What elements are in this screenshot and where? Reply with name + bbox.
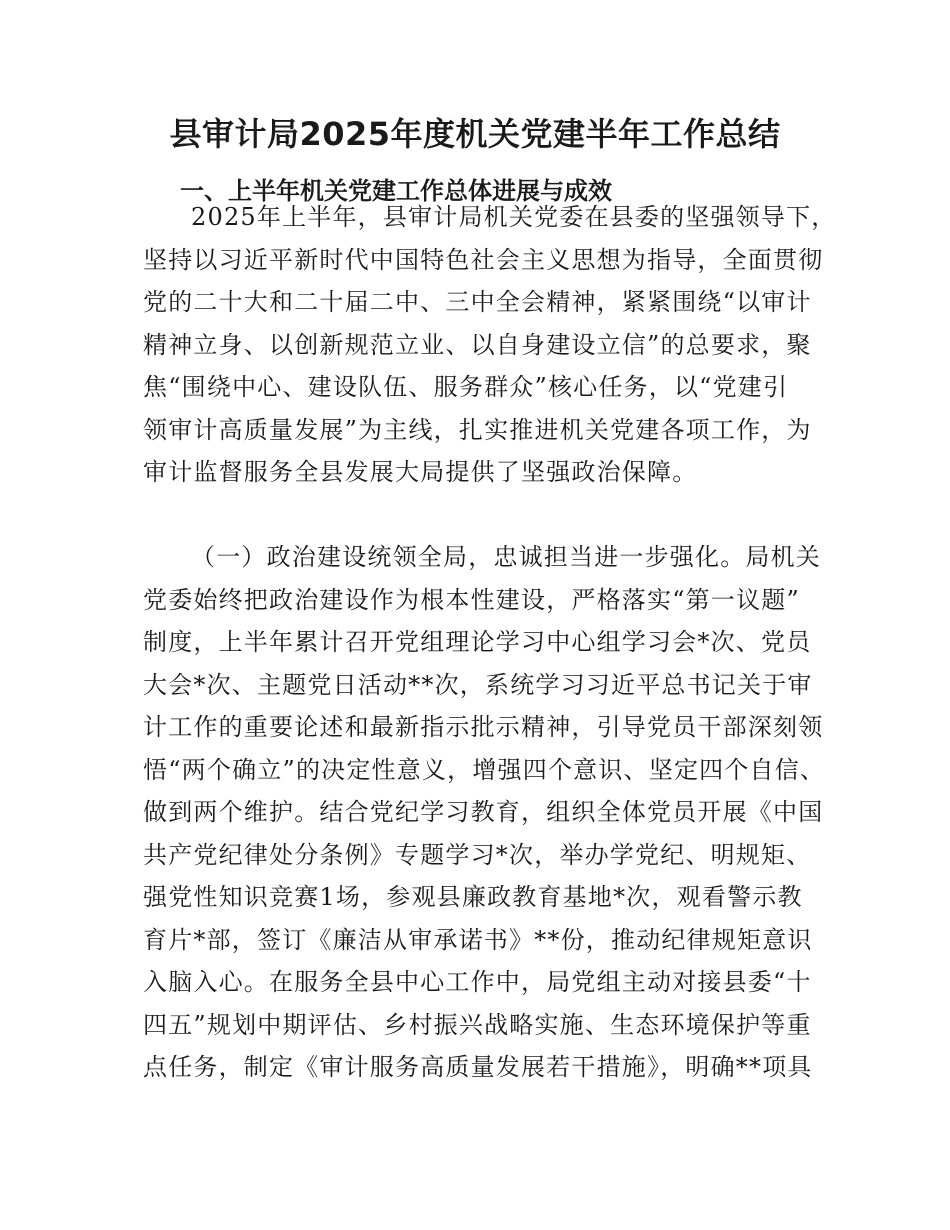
document-title: 县审计局2025年度机关党建半年工作总结 <box>169 115 781 153</box>
paragraph-line: 领审计高质量发展”为主线，扎实推进机关党建各项工作，为 <box>143 415 812 444</box>
paragraph-line: 大会*次、主题党日活动**次，系统学习习近平总书记关于审 <box>143 670 813 699</box>
paragraph-line: 做到两个维护。结合党纪学习教育，组织全体党员开展《中国 <box>143 798 824 826</box>
paragraph-line: 入脑入心。在服务全县中心工作中，局党组主动对接县委“十 <box>143 968 812 996</box>
paragraph-line: （一）政治建设统领全局，忠诚担当进一步强化。局机关 <box>191 543 821 571</box>
paragraph-line: 四五”规划中期评估、乡村振兴战略实施、生态环境保护等重 <box>143 1010 812 1039</box>
paragraph-line: 坚持以习近平新时代中国特色社会主义思想为指导，全面贯彻 <box>143 245 824 274</box>
paragraph-line: 制度，上半年累计召开党组理论学习中心组学习会*次、党员 <box>143 628 812 656</box>
paragraph-line: 审计监督服务全县发展大局提供了坚强政治保障。 <box>143 458 698 486</box>
paragraph-intro <box>143 196 837 494</box>
paragraph-line: 悟“两个确立”的决定性意义，增强四个意识、坚定四个自信、 <box>143 755 826 784</box>
paragraph-line: 育片*部，签订《廉洁从审承诺书》**份，推动纪律规矩意识 <box>143 925 813 954</box>
paragraph-line: 共产党纪律处分条例》专题学习*次，举办学党纪、明规矩、 <box>143 840 812 869</box>
paragraph-line: 强党性知识竞赛1场，参观县廉政教育基地*次，观看警示教 <box>143 883 803 911</box>
paragraph-line: 2025年上半年，县审计局机关党委在县委的坚强领导下， <box>191 203 837 231</box>
paragraph-political-construction <box>143 536 826 1089</box>
section-heading: 一、上半年机关党建工作总体进展与成效 <box>180 177 612 205</box>
paragraph-line: 点任务，制定《审计服务高质量发展若干措施》，明确**项具 <box>143 1053 813 1081</box>
paragraph-line: 党委始终把政治建设作为根本性建设，严格落实“第一议题” <box>143 585 800 614</box>
paragraph-line: 党的二十大和二十届二中、三中全会精神，紧紧围绕“以审计 <box>143 288 812 316</box>
paragraph-line: 精神立身、以创新规范立业、以自身建设立信”的总要求，聚 <box>143 330 812 359</box>
paragraph-line: 焦“围绕中心、建设队伍、服务群众”核心任务，以“党建引 <box>143 373 789 401</box>
paragraph-line: 计工作的重要论述和最新指示批示精神，引导党员干部深刻领 <box>143 713 824 741</box>
